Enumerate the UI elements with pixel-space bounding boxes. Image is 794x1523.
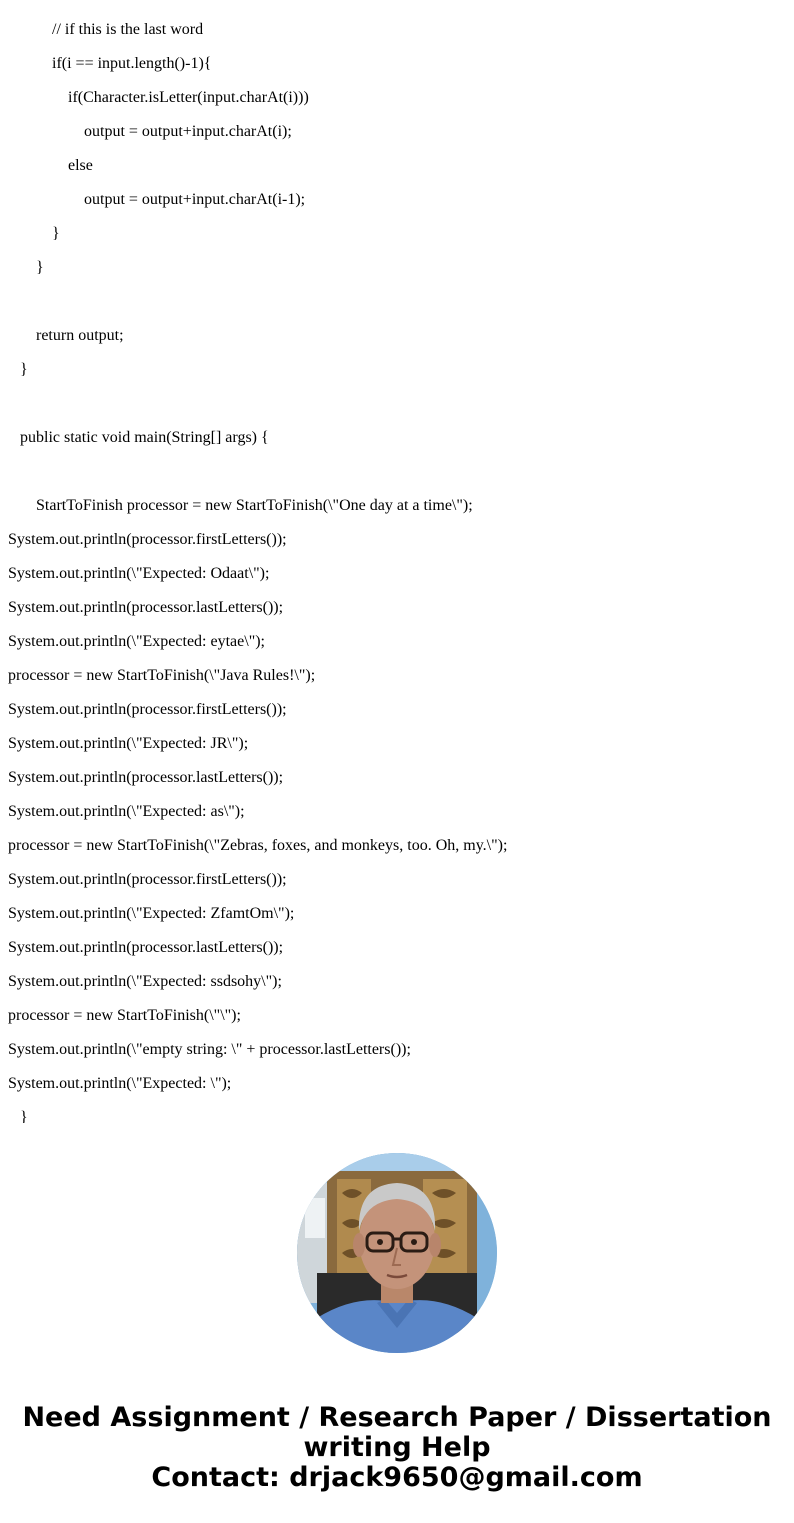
banner-line: writing Help xyxy=(303,1432,491,1463)
code-line: } xyxy=(52,225,60,242)
banner-line: Need Assignment / Research Paper / Dissertation xyxy=(22,1402,772,1433)
code-line: // if this is the last word xyxy=(52,21,204,38)
code-line: System.out.println(\"Expected: eytae\"); xyxy=(8,633,265,650)
contact-banner xyxy=(0,1403,794,1493)
code-line: System.out.println(processor.firstLetters()); xyxy=(8,531,287,548)
avatar xyxy=(297,1153,497,1353)
code-line: System.out.println(processor.lastLetters()); xyxy=(8,939,284,956)
code-line: if(i == input.length()-1){ xyxy=(52,55,212,72)
code-line: processor = new StartToFinish(\"Java Rules!\"); xyxy=(8,667,316,684)
code-line: System.out.println(\"empty string: \" + processor.lastLetters()); xyxy=(8,1041,411,1058)
code-line: } xyxy=(20,1109,28,1123)
code-line: else xyxy=(68,157,93,174)
code-line: System.out.println(\"Expected: ssdsohy\"); xyxy=(8,973,282,990)
code-line: if(Character.isLetter(input.charAt(i))) xyxy=(68,89,309,106)
code-line: System.out.println(\"Expected: \"); xyxy=(8,1075,232,1092)
code-line: System.out.println(processor.lastLetters()); xyxy=(8,769,284,786)
code-line: StartToFinish processor = new StartToFinish(\"One day at a time\"); xyxy=(36,497,473,514)
code-line: System.out.println(\"Expected: Odaat\"); xyxy=(8,565,270,582)
code-line: processor = new StartToFinish(\"\"); xyxy=(8,1007,241,1024)
code-line: } xyxy=(20,361,28,378)
contact-email: Contact: drjack9650@gmail.com xyxy=(151,1462,643,1493)
code-line: return output; xyxy=(36,327,124,344)
code-line: processor = new StartToFinish(\"Zebras, foxes, and monkeys, too. Oh, my.\"); xyxy=(8,837,508,854)
code-line: public static void main(String[] args) { xyxy=(20,429,269,446)
person-portrait-icon xyxy=(297,1153,497,1353)
code-line: System.out.println(processor.firstLetters()); xyxy=(8,701,287,718)
code-line: System.out.println(\"Expected: as\"); xyxy=(8,803,245,820)
code-line: System.out.println(processor.firstLetters()); xyxy=(8,871,287,888)
code-line: System.out.println(\"Expected: JR\"); xyxy=(8,735,249,752)
code-line: output = output+input.charAt(i-1); xyxy=(84,191,306,208)
code-line: output = output+input.charAt(i); xyxy=(84,123,292,140)
code-line: } xyxy=(36,259,44,276)
code-line: System.out.println(processor.lastLetters()); xyxy=(8,599,284,616)
code-line: System.out.println(\"Expected: ZfamtOm\"); xyxy=(8,905,295,922)
